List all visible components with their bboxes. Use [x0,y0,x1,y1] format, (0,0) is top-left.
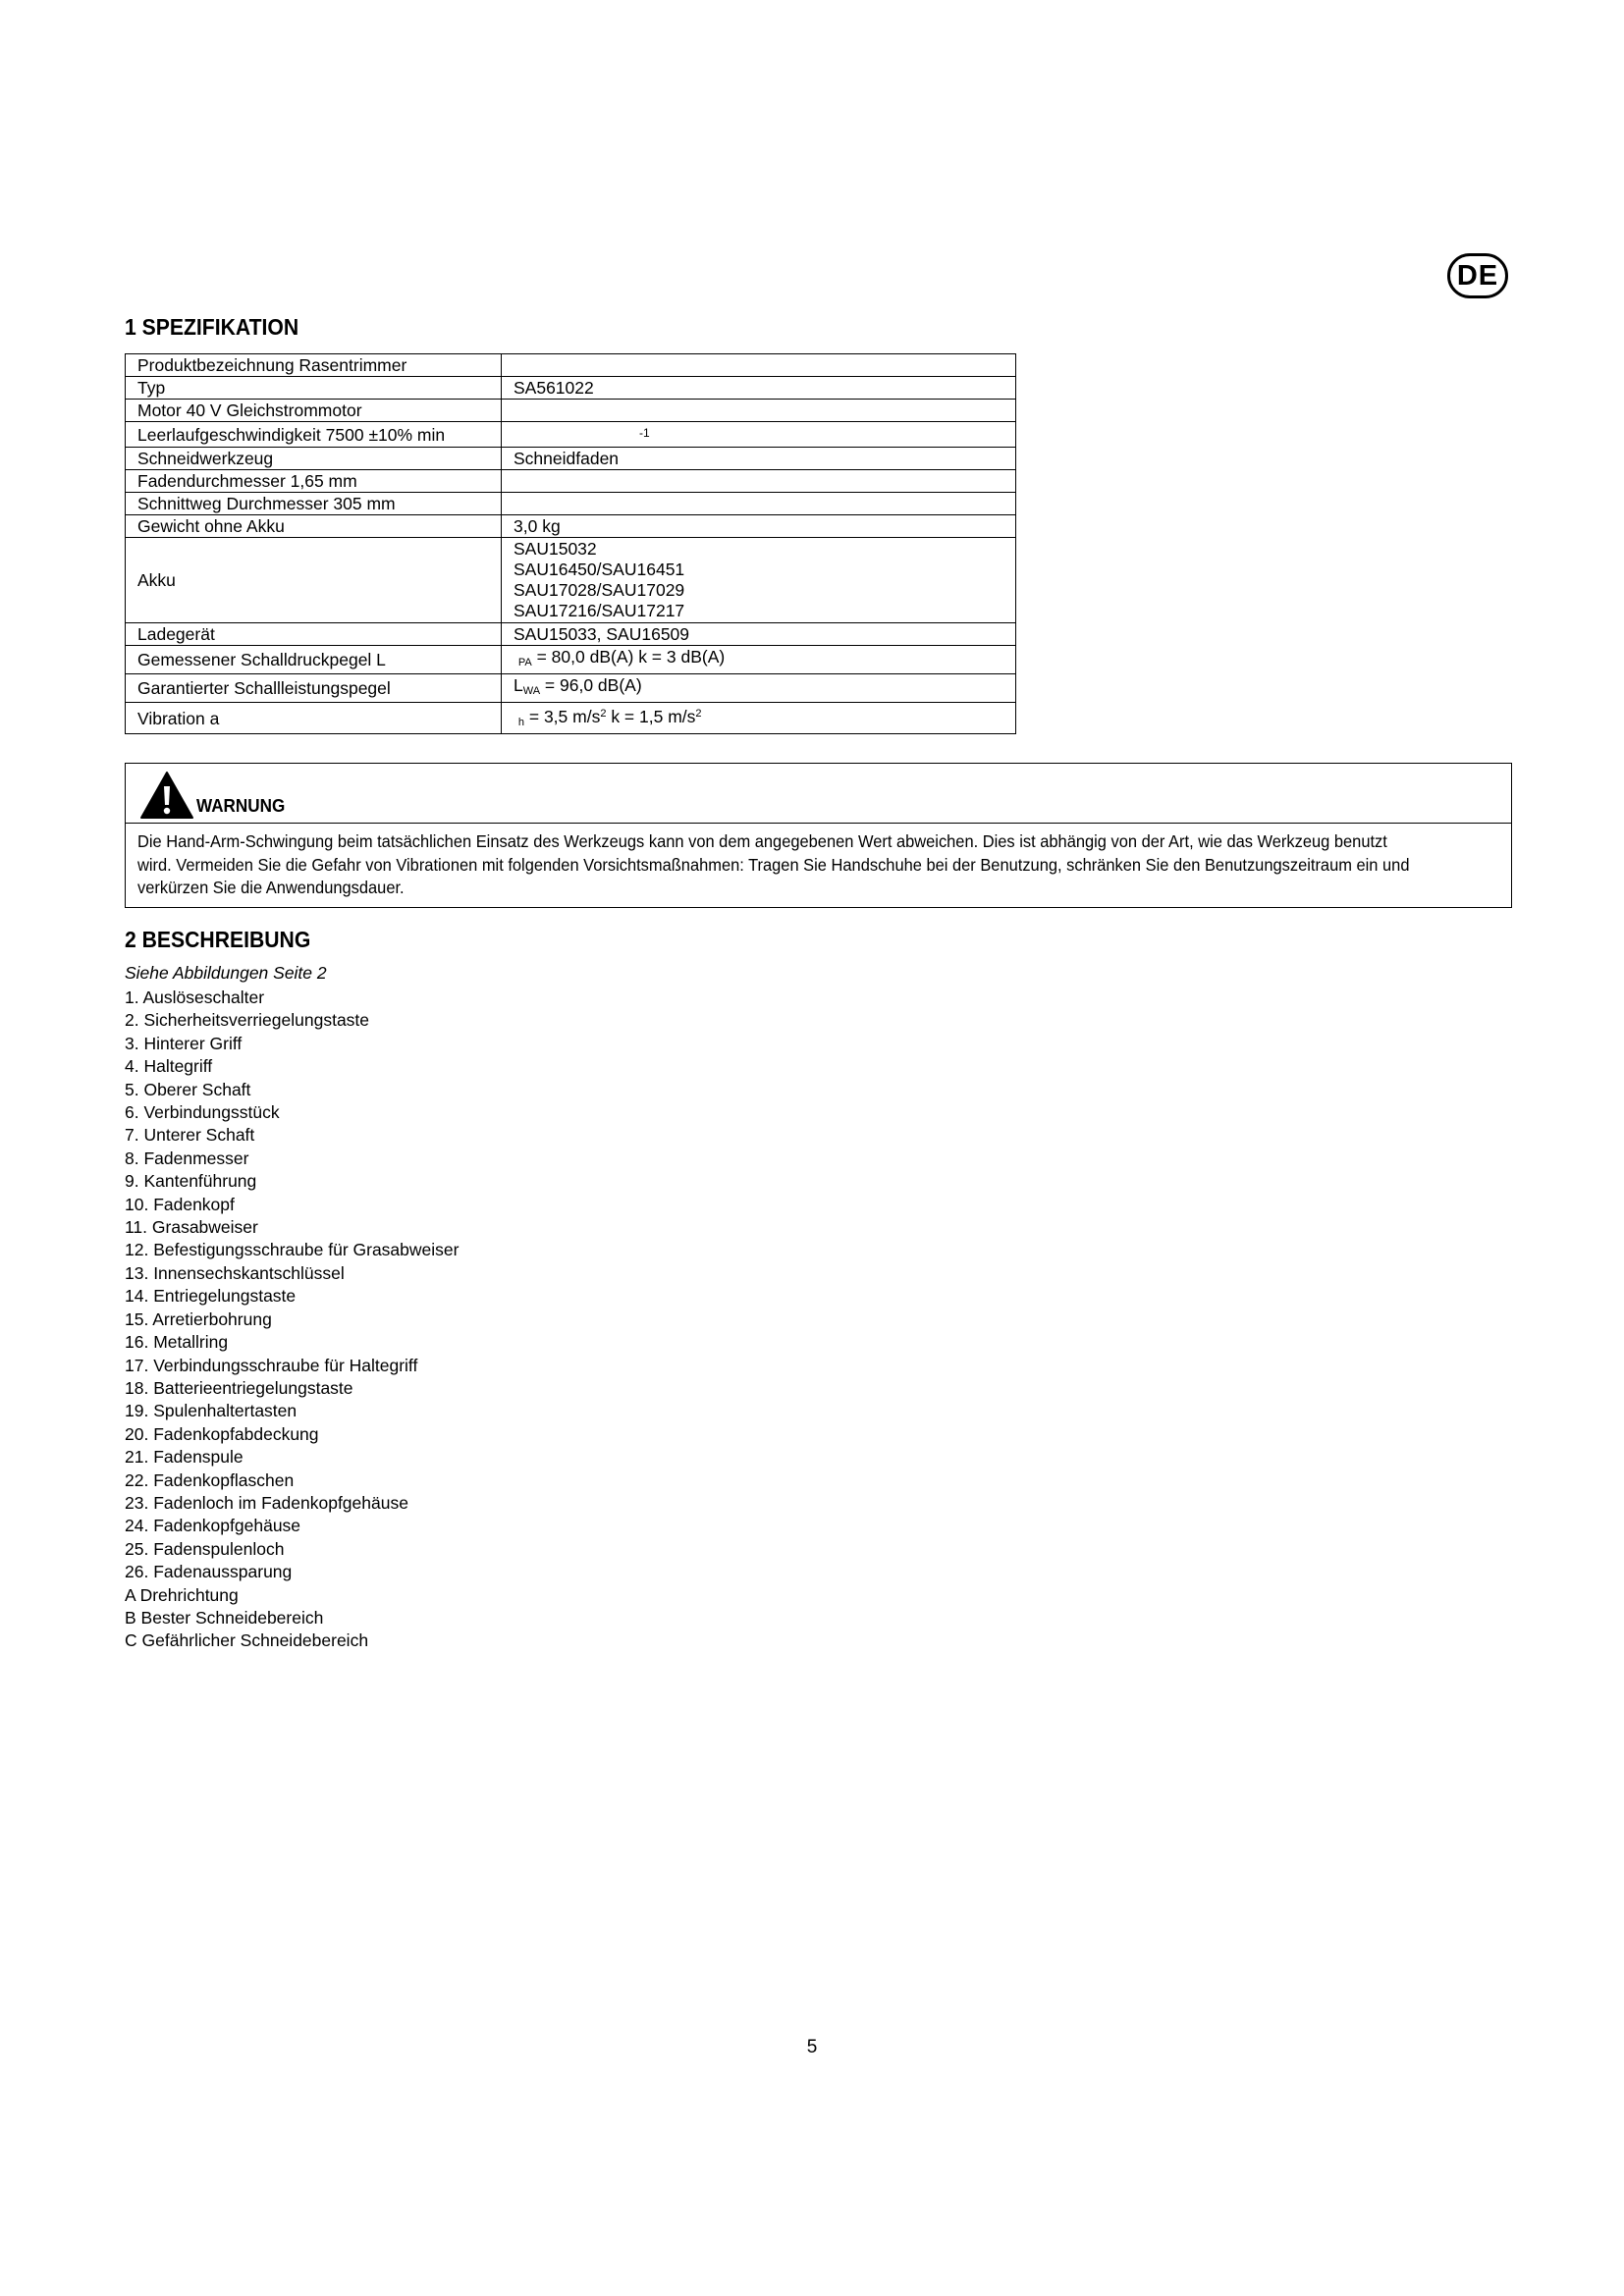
table-row [126,515,1016,538]
list-item: 21. Fadenspule [125,1447,244,1468]
spec-value: SAU15033, SAU16509 [502,623,1016,646]
superscript: 2 [695,708,702,720]
list-item: 16. Metallring [125,1332,229,1353]
table-row [126,493,1016,515]
warning-box [125,763,1512,908]
list-item: 13. Innensechskantschlüssel [125,1262,345,1283]
spec-label: Garantierter Schallleistungspegel [126,674,502,703]
warning-text: Die Hand-Arm-Schwingung beim tatsächlichen Einsatz des Werkzeugs kann von dem angegebenen Wert abweichen. Dies ist abhängig von der Art, wie das Werkzeug benutzt wird. Vermeiden Sie die Gefahr von Vibrationen mit folgenden Vorsichtsmaßnahmen: Tragen Sie Handschuhe bei der Benutzung, schränken Sie den Benutzungszeitraum ein und verkürzen Sie die Anwendungsdauer. [137,831,1410,897]
vibration-k-value: k = 1,5 m/s [606,707,696,726]
battery-model: SAU17028/SAU17029 [514,580,685,600]
spec-label: Schneidwerkzeug [126,448,502,470]
list-item: 20. Fadenkopfabdeckung [125,1423,319,1444]
sound-power-value: = 96,0 dB(A) [540,675,642,695]
list-item: 10. Fadenkopf [125,1194,235,1214]
list-item: 7. Unterer Schaft [125,1125,255,1146]
table-row [126,354,1016,377]
table-row [126,377,1016,400]
list-item: 6. Verbindungsstück [125,1102,280,1123]
subscript: WA [522,685,541,697]
spec-value [502,703,1016,734]
list-item: 22. Fadenkopflaschen [125,1469,295,1490]
parts-list [125,987,459,1653]
spec-label: Vibration a [126,703,502,734]
section-title-specification: 1 SPEZIFIKATION [125,314,299,340]
list-item: 2. Sicherheitsverriegelungstaste [125,1010,370,1031]
table-row [126,422,1016,448]
spec-label: Schnittweg Durchmesser 305 mm [126,493,502,515]
list-item: 3. Hinterer Griff [125,1033,243,1053]
battery-model: SAU17216/SAU17217 [514,601,685,620]
list-item: 26. Fadenaussparung [125,1562,293,1582]
spec-value [502,354,1016,377]
speed-exponent: -1 [639,426,650,440]
spec-label: Leerlaufgeschwindigkeit 7500 ±10% min [126,422,502,448]
section-title-description: 2 BESCHREIBUNG [125,927,311,952]
table-row [126,646,1016,674]
spec-value [502,400,1016,422]
battery-model: SAU16450/SAU16451 [514,560,685,579]
list-item: C Gefährlicher Schneidebereich [125,1630,369,1651]
spec-label: Gewicht ohne Akku [126,515,502,538]
specification-table [125,353,1016,734]
list-item: 18. Batterieentriegelungstaste [125,1377,353,1398]
list-item: 15. Arretierbohrung [125,1308,272,1329]
vibration-value: = 3,5 m/s [524,707,601,726]
warning-header [126,764,1511,824]
list-item: 1. Auslöseschalter [125,988,265,1007]
spec-label: Produktbezeichnung Rasentrimmer [126,354,502,377]
subscript: PA [517,657,532,668]
spec-label: Ladegerät [126,623,502,646]
list-item: 12. Befestigungsschraube für Grasabweiser [125,1240,460,1260]
table-row [126,448,1016,470]
warning-triangle-icon [139,771,194,820]
list-item: 4. Haltegriff [125,1056,213,1077]
battery-model: SAU15032 [514,539,597,559]
list-item: 5. Oberer Schaft [125,1079,251,1099]
list-item: B Bester Schneidebereich [125,1607,324,1628]
list-item: 24. Fadenkopfgehäuse [125,1516,301,1536]
table-row [126,623,1016,646]
spec-label: Typ [126,377,502,400]
superscript: 2 [600,708,607,720]
table-row [126,400,1016,422]
sound-power-prefix: L [514,675,523,695]
list-item: A Drehrichtung [125,1584,239,1605]
sound-pressure-value: = 80,0 dB(A) k = 3 dB(A) [531,647,726,667]
see-figures-note: Siehe Abbildungen Seite 2 [125,963,327,983]
list-item: 19. Spulenhaltertasten [125,1401,298,1421]
table-row [126,703,1016,734]
spec-value [502,493,1016,515]
list-item: 14. Entriegelungstaste [125,1286,297,1307]
spec-value [502,470,1016,493]
language-badge: DE [1447,253,1508,298]
spec-value [502,674,1016,703]
list-item: 23. Fadenloch im Fadenkopfgehäuse [125,1492,408,1513]
spec-value [502,538,1016,623]
table-row [126,470,1016,493]
list-item: 9. Kantenführung [125,1171,257,1192]
spec-value: Schneidfaden [502,448,1016,470]
list-item: 11. Grasabweiser [125,1217,258,1238]
list-item: 25. Fadenspulenloch [125,1538,285,1559]
spec-value [502,422,1016,448]
warning-label: WARNUNG [196,796,286,816]
spec-value: SA561022 [502,377,1016,400]
table-row [126,674,1016,703]
page-number: 5 [806,2037,818,2057]
list-item: 17. Verbindungsschraube für Haltegriff [125,1355,418,1375]
spec-label: Akku [126,538,502,623]
spec-label: Motor 40 V Gleichstrommotor [126,400,502,422]
table-row [126,538,1016,623]
spec-label: Gemessener Schalldruckpegel L [126,646,502,674]
list-item: 8. Fadenmesser [125,1148,249,1168]
subscript: h [517,717,524,728]
spec-value: 3,0 kg [502,515,1016,538]
spec-value [502,646,1016,674]
spec-label: Fadendurchmesser 1,65 mm [126,470,502,493]
